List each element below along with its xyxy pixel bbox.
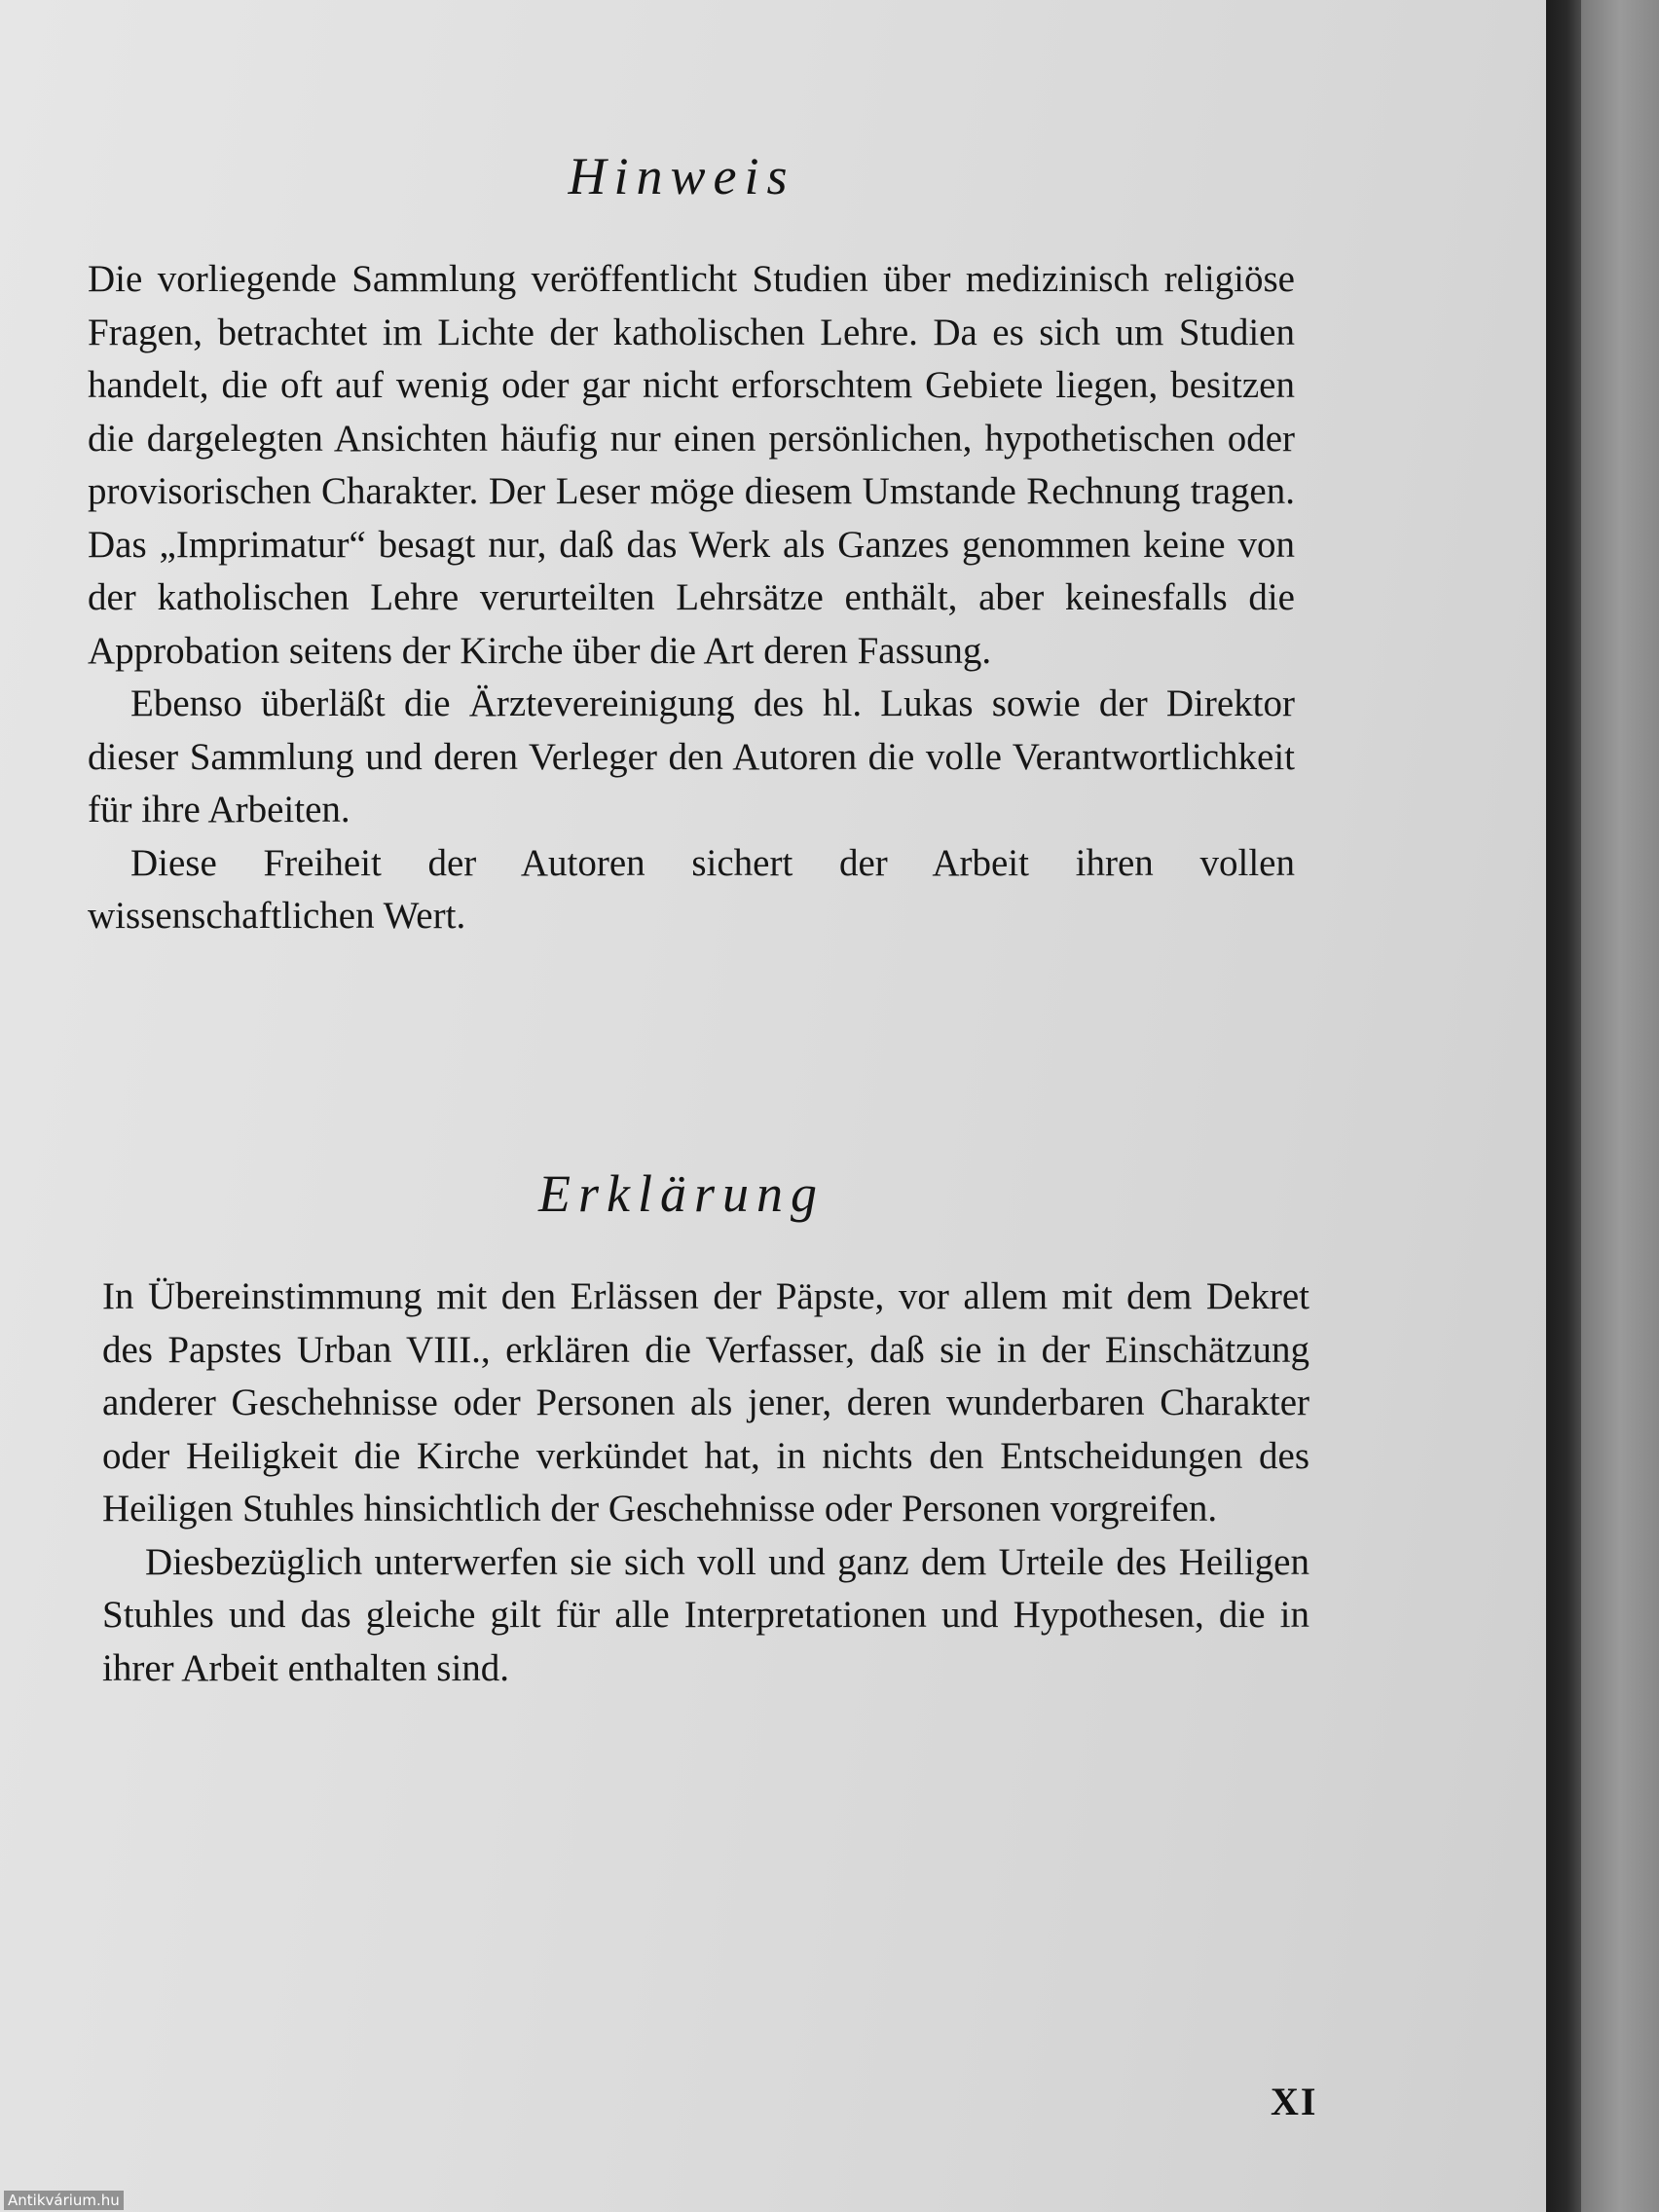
section-title-hinweis: Hinweis: [568, 147, 795, 205]
paragraph: Diesbezüglich unterwerfen sie sich voll und ganz dem Urteile des Heiligen Stuhles und das gleiche gilt für alle Interpretationen und Hypothesen, die in ihrer Arbeit enthalten sind.: [102, 1540, 1309, 1689]
page-number: XI: [1271, 2080, 1318, 2123]
book-spine-edge: [1546, 0, 1581, 2212]
section-body-hinweis: [88, 253, 1295, 943]
background-surface: [1581, 0, 1659, 2212]
paragraph: Diese Freiheit der Autoren sichert der Arbeit ihren vollen wissenschaftlichen Wert.: [88, 841, 1295, 937]
section-body-erklaerung: [102, 1271, 1309, 1695]
paragraph: Ebenso überläßt die Ärztevereinigung des hl. Lukas sowie der Direktor dieser Sammlung und deren Verleger den Autoren die volle Verantwortlichkeit für ihre Arbeiten.: [88, 682, 1295, 830]
paragraph: Die vorliegende Sammlung veröffentlicht Studien über medizinisch religiöse Fragen, betrachtet im Lichte der katholischen Lehre. Da es sich um Studien handelt, die oft auf wenig oder gar nicht erforschtem Gebiete liegen, besitzen die dargelegten Ansichten häufig nur einen persönlichen, hypothetischen oder provisorischen Charakter. Der Leser möge diesem Umstande Rechnung tragen. Das „Imprimatur“ besagt nur, daß das Werk als Ganzes genommen keine von der katholischen Lehre verurteilten Lehrsätze enthält, aber keinesfalls die Approbation seitens der Kirche über die Art deren Fassung.: [88, 258, 1295, 672]
watermark: Antikvárium.hu: [4, 2191, 124, 2210]
section-title-erklaerung: Erklärung: [538, 1164, 825, 1223]
paragraph: In Übereinstimmung mit den Erlässen der Päpste, vor allem mit dem Dekret des Papstes Urban VIII., erklären die Verfasser, daß sie in der Einschätzung anderer Geschehnisse oder Personen als jener, deren wunderbaren Charakter oder Heiligkeit die Kirche verkündet hat, in nichts den Entscheidungen des Heiligen Stuhles hinsichtlich der Geschehnisse oder Personen vorgreifen.: [102, 1275, 1309, 1530]
